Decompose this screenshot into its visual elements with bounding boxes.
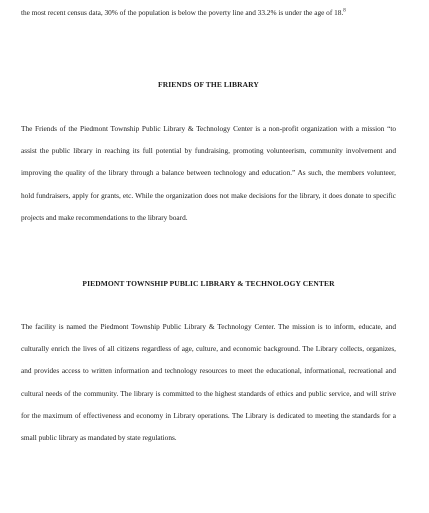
facility-heading: PIEDMONT TOWNSHIP PUBLIC LIBRARY & TECHNOLOGY CENTER: [82, 279, 335, 288]
footnote-marker[interactable]: 8: [343, 8, 346, 14]
friends-paragraph: The Friends of the Piedmont Township Public Library & Technology Center is a non-profit organization with a mission “to assist the public library in reaching its full potential by fundraising, promoting volunteerism, community involvement and improving the quality of the library through a balance between technology and education.” As such, the members volunteer, hold fundraisers, apply for grants, etc. While the organization does not make decisions for the library, it does donate to specific projects and make recommendations to the library board.: [21, 124, 396, 222]
intro-text: the most recent census data, 30% of the population is below the poverty line and 33.2% is under the age of 18.: [21, 8, 344, 17]
intro-paragraph: [21, 2, 396, 24]
facility-paragraph: The facility is named the Piedmont Township Public Library & Technology Center. The mission is to inform, educate, and culturally enrich the lives of all citizens regardless of age, culture, and economic background. The Library collects, organizes, and provides access to written information and technology resources to meet the educational, informational, recreational and cultural needs of the community. The library is committed to the highest standards of ethics and public service, and will strive for the maximum of effectiveness and economy in Library operations. The Library is dedicated to meeting the standards for a small public library as mandated by state regulations.: [21, 322, 396, 443]
friends-heading: FRIENDS OF THE LIBRARY: [158, 80, 259, 89]
